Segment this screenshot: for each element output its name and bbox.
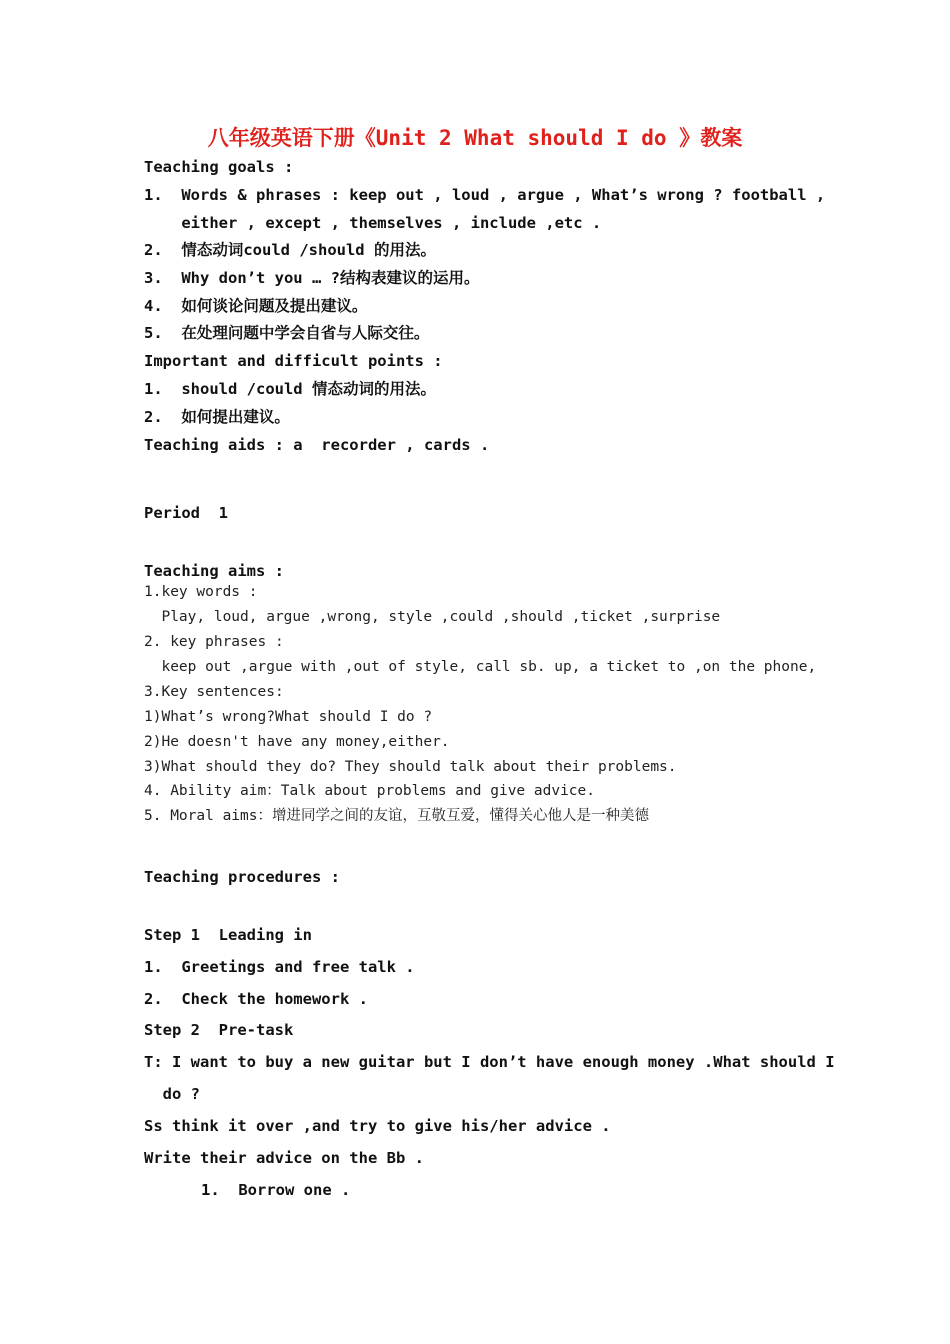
aims-line: 2. key phrases : — [144, 634, 284, 650]
teaching-goals-heading: Teaching goals : — [144, 158, 294, 176]
step-item: 2. Check the homework . — [144, 990, 368, 1008]
important-point-item: 1. should /could 情态动词的用法。 — [144, 380, 436, 398]
advice-item: 1. Borrow one . — [201, 1181, 351, 1199]
teaching-aids: Teaching aids : a recorder , cards . — [144, 436, 490, 454]
aims-line: 3.Key sentences: — [144, 684, 284, 700]
step-line: T: I want to buy a new guitar but I don’t have enough money .What should I — [144, 1053, 835, 1071]
aims-line: 5. Moral aims：增进同学之间的友谊，互敬互爱，懂得关心他人是一种美德 — [144, 808, 649, 824]
goal-item: 1. Words & phrases : keep out , loud , argue , What’s wrong ? football , — [144, 186, 826, 204]
aims-line: 3)What should they do? They should talk about their problems. — [144, 759, 677, 775]
aims-line: 4. Ability aim：Talk about problems and give advice. — [144, 783, 595, 799]
goal-item: 2. 情态动词could /should 的用法。 — [144, 241, 436, 259]
procedures-heading: Teaching procedures : — [144, 868, 340, 886]
important-points-heading: Important and difficult points : — [144, 352, 443, 370]
step-line: do ? — [144, 1085, 200, 1103]
goal-item: 3. Why don’t you … ?结构表建议的运用。 — [144, 269, 480, 287]
step-heading: Step 1 Leading in — [144, 926, 312, 944]
goal-item: either , except , themselves , include ,etc . — [144, 214, 602, 232]
goal-item: 4. 如何谈论问题及提出建议。 — [144, 297, 368, 315]
aims-line: Play, loud, argue ,wrong, style ,could ,should ,ticket ,surprise — [144, 609, 721, 625]
step-line: Write their advice on the Bb . — [144, 1149, 424, 1167]
step-item: 1. Greetings and free talk . — [144, 958, 415, 976]
aims-line: 2)He doesn't have any money,either. — [144, 734, 450, 750]
goal-item: 5. 在处理问题中学会自省与人际交往。 — [144, 324, 430, 342]
teaching-aims-heading: Teaching aims : — [144, 562, 284, 580]
step-line: Ss think it over ,and try to give his/her advice . — [144, 1117, 611, 1135]
document-title: 八年级英语下册《Unit 2 What should I do 》教案 — [207, 126, 743, 150]
step-heading: Step 2 Pre-task — [144, 1021, 294, 1039]
period-heading: Period 1 — [144, 504, 228, 522]
aims-line: 1)What’s wrong?What should I do ? — [144, 709, 433, 725]
aims-line: 1.key words : — [144, 584, 258, 600]
aims-line: keep out ,argue with ,out of style, call sb. up, a ticket to ,on the phone, — [144, 659, 817, 675]
important-point-item: 2. 如何提出建议。 — [144, 408, 290, 426]
